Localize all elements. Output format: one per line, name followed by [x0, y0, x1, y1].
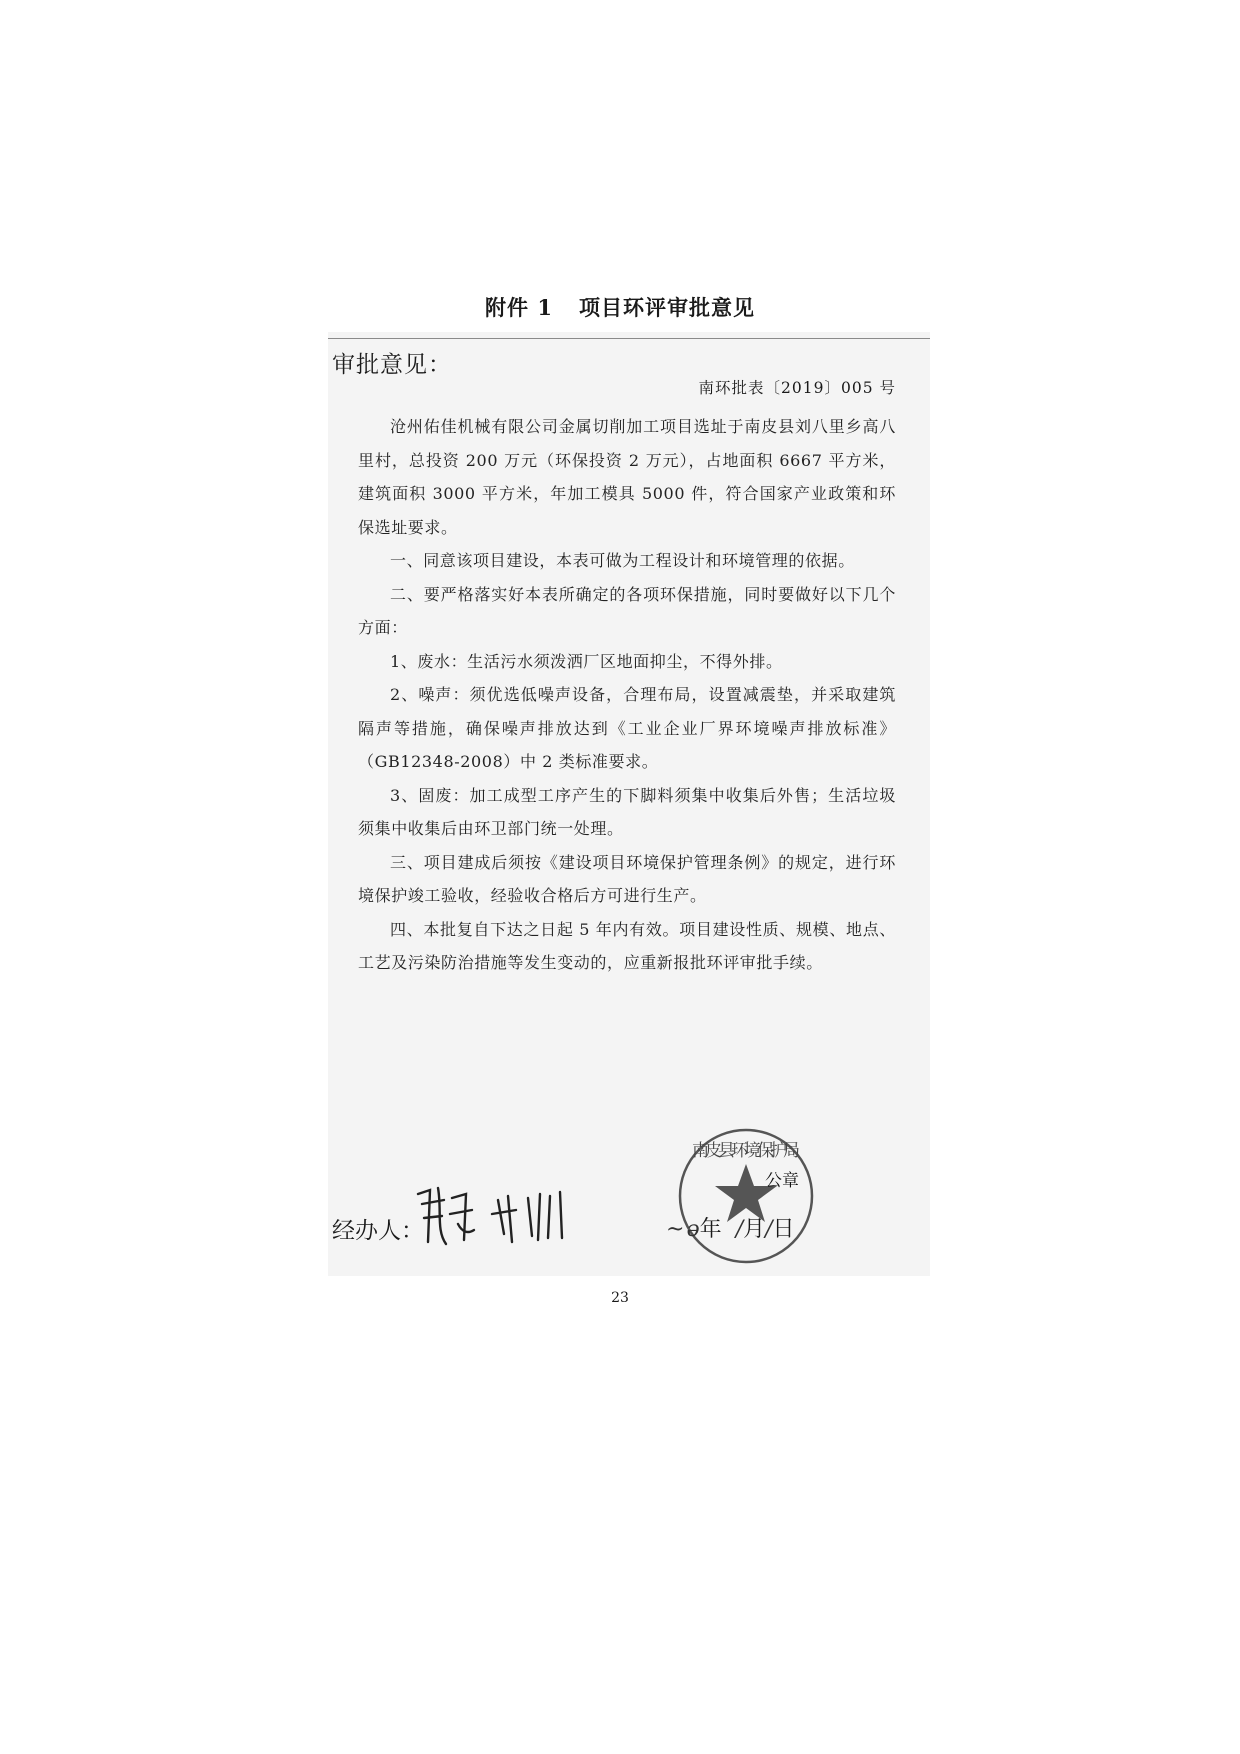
date-day-suffix: 日 — [772, 1217, 795, 1242]
page-number: 23 — [611, 1290, 629, 1306]
paragraph-item-1: 一、同意该项目建设，本表可做为工程设计和环境管理的依据。 — [390, 551, 855, 570]
document-number: 南环批表〔2019〕005 号 — [698, 379, 896, 397]
document-title — [0, 292, 1240, 322]
date-year-suffix: 年 — [699, 1217, 722, 1242]
approval-body — [358, 410, 896, 980]
paragraph-wastewater: 1、废水：生活污水须泼洒厂区地面抑尘，不得外排。 — [390, 651, 783, 671]
paragraph-item-4: 四、本批复自下达之日起 5 年内有效。项目建设性质、规模、地点、工艺及污染防治措施等发生变动的，应重新报批环评审批手续。 — [358, 919, 896, 972]
paragraph-item-3: 三、项目建成后须按《建设项目环境保护管理条例》的规定，进行环境保护竣工验收，经验收合格后方可进行生产。 — [358, 852, 896, 905]
handwritten-signature — [412, 1180, 582, 1250]
attachment-label: 附件 1 — [485, 295, 553, 320]
attachment-title: 项目环评审批意见 — [578, 295, 755, 320]
official-seal — [676, 1126, 816, 1266]
scanned-form — [328, 332, 930, 1276]
seal-text: 南皮县环境保护局 — [692, 1141, 800, 1161]
approval-date: ~ ǝ年 /月/日 — [666, 1217, 795, 1242]
section-label: 审批意见： — [332, 352, 452, 378]
seal-caption: 公章 — [765, 1171, 799, 1191]
paragraph-solid-waste: 3、固废：加工成型工序产生的下脚料须集中收集后外售；生活垃圾须集中收集后由环卫部门统一处理。 — [358, 785, 896, 838]
date-month-suffix: 月 — [743, 1217, 766, 1242]
handler-label: 经办人： — [332, 1218, 424, 1244]
form-top-rule — [328, 338, 930, 339]
paragraph-item-2: 二、要严格落实好本表所确定的各项环保措施，同时要做好以下几个方面： — [358, 584, 896, 637]
paragraph-noise: 2、噪声：须优选低噪声设备，合理布局，设置减震垫，并采取建筑隔声等措施，确保噪声排放达到《工业企业厂界环境噪声排放标准》（GB12348-2008）中 2 类标准要求。 — [358, 685, 896, 771]
paragraph-project-summary: 沧州佑佳机械有限公司金属切削加工项目选址于南皮县刘八里乡高八里村，总投资 200 万元（环保投资 2 万元），占地面积 6667 平方米，建筑面积 3000 平方米，年加工模具 5000 件，符合国家产业政策和环保选址要求。 — [358, 417, 896, 537]
